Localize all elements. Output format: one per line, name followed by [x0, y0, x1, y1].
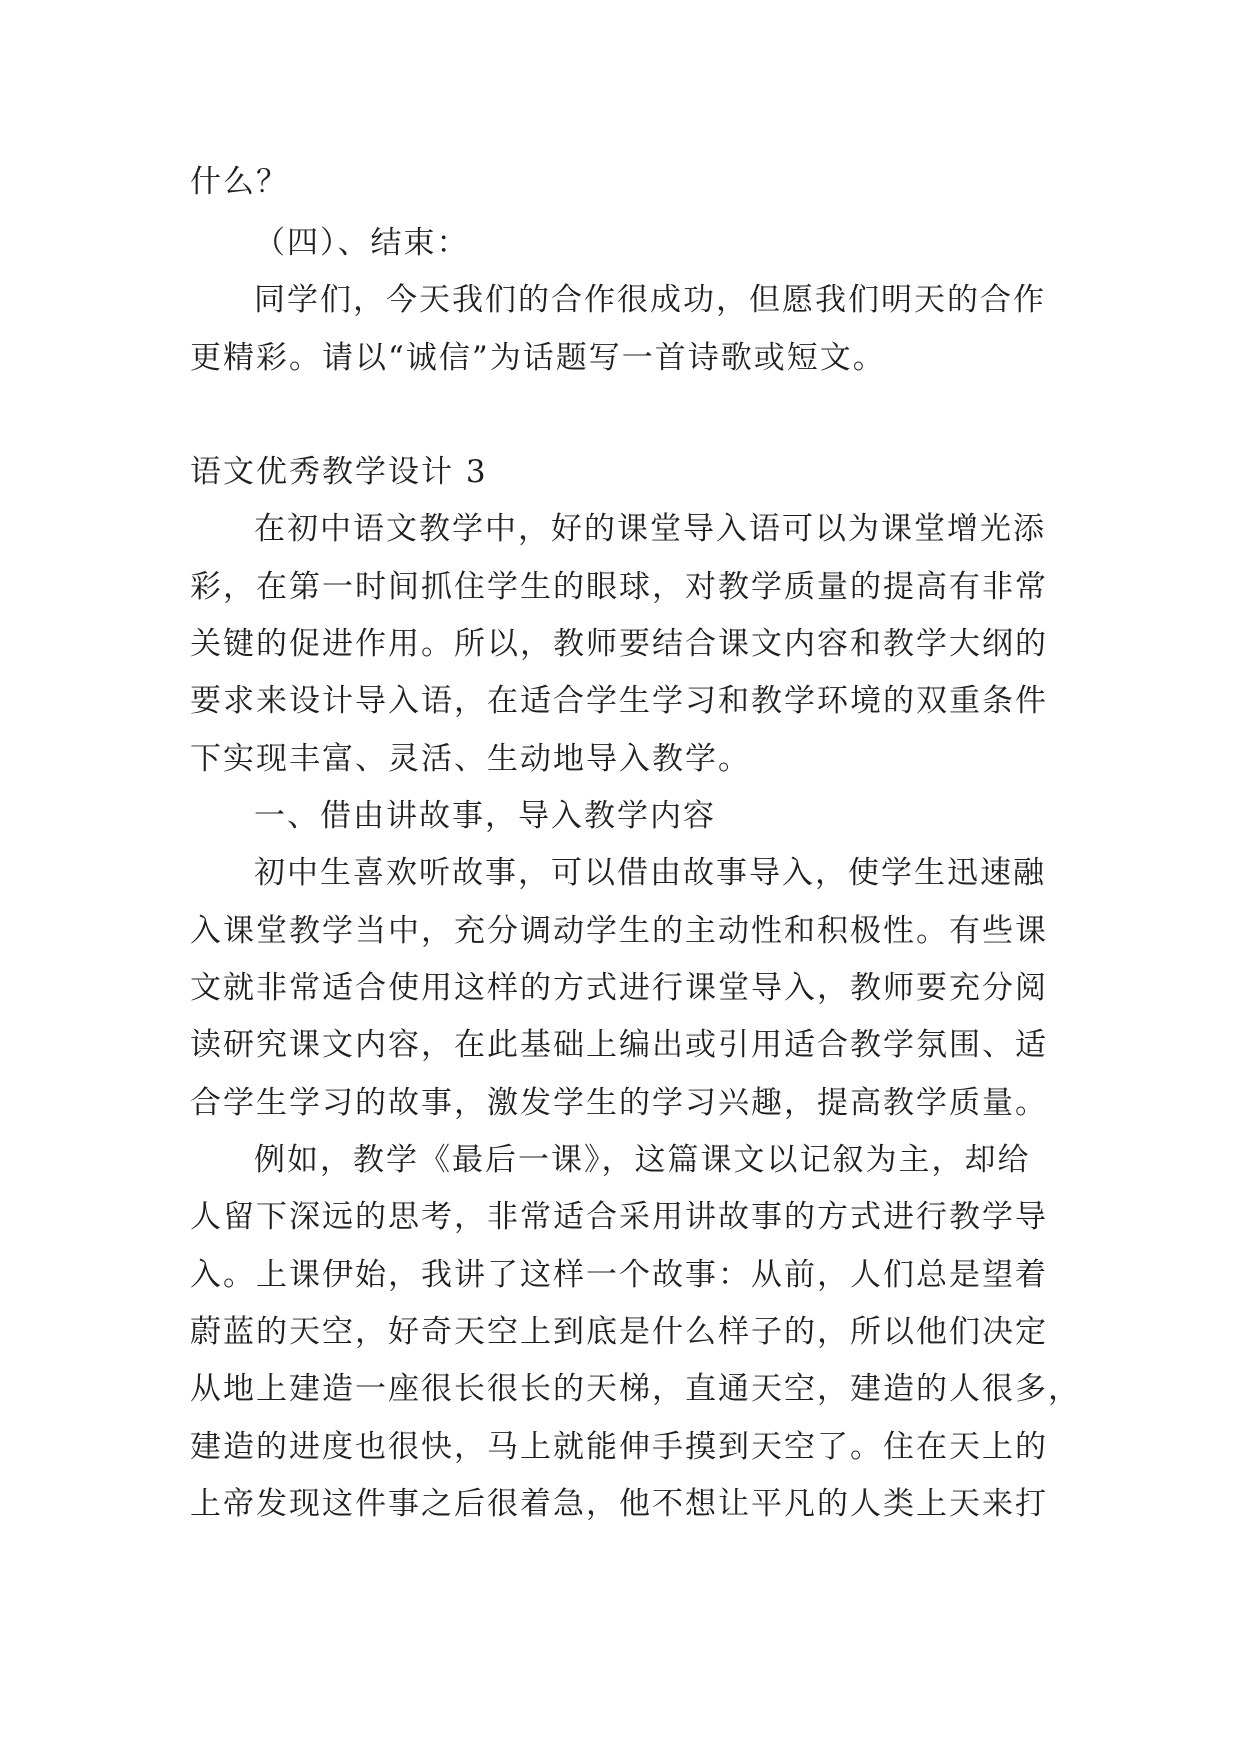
- paragraph-line: 读研究课文内容，在此基础上编出或引用适合教学氛围、适: [190, 1027, 1048, 1063]
- paragraph-line: 蔚蓝的天空，好奇天空上到底是什么样子的，所以他们决定: [190, 1314, 1048, 1350]
- paragraph-line: 什么？: [190, 164, 289, 200]
- paragraph-line: 下实现丰富、灵活、生动地导入教学。: [190, 741, 751, 777]
- paragraph-line: 同学们，今天我们的合作很成功，但愿我们明天的合作: [254, 282, 1046, 318]
- paragraph-line: 例如，教学《最后一课》，这篇课文以记叙为主，却给: [254, 1142, 1031, 1178]
- paragraph-line: 文就非常适合使用这样的方式进行课堂导入，教师要充分阅: [190, 970, 1048, 1006]
- paragraph-line: 更精彩。请以“诚信”为话题写一首诗歌或短文。: [190, 340, 886, 376]
- section-title: 语文优秀教学设计 3: [190, 454, 488, 490]
- paragraph-line: 入课堂教学当中，充分调动学生的主动性和积极性。有些课: [190, 913, 1048, 949]
- paragraph-line: 在初中语文教学中，好的课堂导入语可以为课堂增光添: [254, 511, 1046, 547]
- paragraph-line: 要求来设计导入语，在适合学生学习和教学环境的双重条件: [190, 683, 1048, 719]
- section-heading-conclusion: （四）、结束：: [254, 225, 470, 261]
- paragraph-line: 彩，在第一时间抓住学生的眼球，对教学质量的提高有非常: [190, 569, 1048, 605]
- paragraph-line: 合学生学习的故事，激发学生的学习兴趣，提高教学质量。: [190, 1085, 1048, 1121]
- paragraph-line: 建造的进度也很快，马上就能伸手摸到天空了。住在天上的: [190, 1429, 1048, 1465]
- paragraph-line: 从地上建造一座很长很长的天梯，直通天空，建造的人很多，: [190, 1371, 1081, 1407]
- paragraph-line: 入。上课伊始，我讲了这样一个故事：从前，人们总是望着: [190, 1257, 1048, 1293]
- paragraph-line: 关键的促进作用。所以，教师要结合课文内容和教学大纲的: [190, 626, 1048, 662]
- subsection-heading: 一、借由讲故事，导入教学内容: [254, 798, 716, 834]
- paragraph-line: 上帝发现这件事之后很着急，他不想让平凡的人类上天来打: [190, 1486, 1048, 1522]
- paragraph-line: 初中生喜欢听故事，可以借由故事导入，使学生迅速融: [254, 855, 1046, 891]
- paragraph-line: 人留下深远的思考，非常适合采用讲故事的方式进行教学导: [190, 1199, 1048, 1235]
